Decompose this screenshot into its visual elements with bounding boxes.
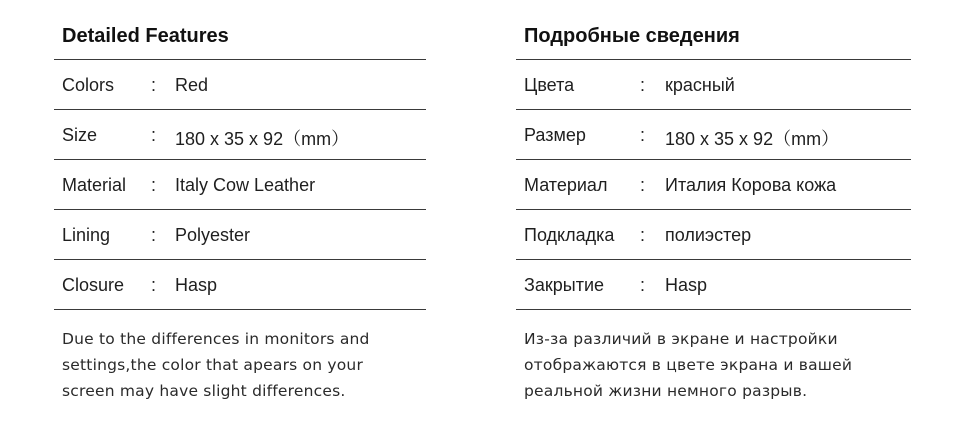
russian-color-disclaimer [524, 326, 852, 404]
feature-row-lining [516, 209, 911, 259]
feature-row-size [516, 109, 911, 159]
russian-title: Подробные сведения [524, 25, 740, 47]
feature-colon: : [151, 275, 157, 295]
feature-value: Италия Корова кожа [665, 175, 837, 195]
feature-row-colors [516, 59, 911, 109]
feature-colon: : [151, 175, 157, 195]
russian-features-table [516, 59, 911, 310]
feature-colon: : [151, 125, 157, 145]
feature-label: Подкладка [524, 225, 615, 245]
feature-colon: : [640, 275, 646, 295]
feature-row-closure [516, 259, 911, 310]
feature-colon: : [151, 225, 157, 245]
feature-label: Закрытие [524, 275, 605, 295]
feature-label: Material [62, 175, 127, 195]
feature-label: Цвета [524, 75, 575, 95]
feature-colon: : [640, 175, 646, 195]
note-line: screen may have slight differences. [62, 382, 346, 400]
feature-row-lining [54, 209, 426, 259]
feature-value: полиэстер [665, 225, 752, 245]
feature-label: Lining [62, 225, 111, 245]
english-title: Detailed Features [62, 25, 229, 47]
feature-colon: : [640, 225, 646, 245]
feature-value: красный [665, 75, 735, 95]
feature-value: Polyester [175, 225, 251, 245]
english-color-disclaimer [62, 326, 370, 404]
feature-row-closure [54, 259, 426, 310]
note-line: settings,the color that apears on your [62, 356, 364, 374]
note-line: Из-за различий в экране и настройки [524, 330, 838, 348]
feature-colon: : [640, 75, 646, 95]
note-line: Due to the differences in monitors and [62, 330, 370, 348]
note-line: отображаются в цвете экрана и вашей [524, 356, 853, 374]
feature-colon: : [151, 75, 157, 95]
feature-label: Size [62, 125, 98, 145]
note-line: реальной жизни немного разрыв. [524, 382, 808, 400]
feature-value: 180 x 35 x 92（mm） [665, 129, 840, 149]
feature-label: Closure [62, 275, 125, 295]
feature-value: Hasp [175, 275, 218, 295]
feature-label: Материал [524, 175, 608, 195]
feature-row-material [516, 159, 911, 209]
feature-row-material [54, 159, 426, 209]
feature-value: Red [175, 75, 209, 95]
english-features-table [54, 59, 426, 310]
feature-colon: : [640, 125, 646, 145]
feature-row-colors [54, 59, 426, 109]
feature-label: Colors [62, 75, 115, 95]
feature-value: 180 x 35 x 92（mm） [175, 129, 350, 149]
feature-label: Размер [524, 125, 586, 145]
feature-value: Italy Cow Leather [175, 175, 316, 195]
feature-value: Hasp [665, 275, 708, 295]
feature-row-size [54, 109, 426, 159]
